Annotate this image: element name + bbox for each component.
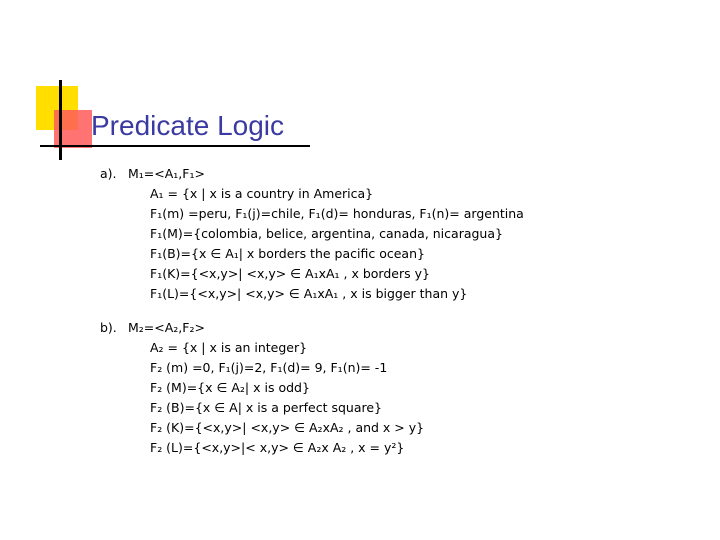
- section-b-line: A₂ = {x | x is an integer}: [150, 340, 308, 355]
- section-b-header-row: [100, 318, 424, 338]
- decoration-vertical-line: [59, 80, 62, 160]
- section-b-line: F₂ (M)={x ∈ A₂| x is odd}: [150, 380, 310, 395]
- section-a-line: F₁(L)={<x,y>| <x,y> ∈ A₁xA₁ , x is bigger than y}: [150, 286, 468, 301]
- slide-title: Predicate Logic: [91, 110, 285, 141]
- decoration-horizontal-line: [40, 145, 310, 147]
- section-a-label: a).: [100, 166, 117, 181]
- section-a: [100, 164, 524, 304]
- section-b-line: F₂ (m) =0, F₁(j)=2, F₁(d)= 9, F₁(n)= -1: [150, 360, 388, 375]
- section-a-line: F₁(M)={colombia, belice, argentina, canada, nicaragua}: [150, 226, 503, 241]
- section-b-header: M₂=<A₂,F₂>: [127, 320, 205, 335]
- section-a-line: F₁(K)={<x,y>| <x,y> ∈ A₁xA₁ , x borders y}: [150, 266, 430, 281]
- section-a-line: F₁(m) =peru, F₁(j)=chile, F₁(d)= honduras, F₁(n)= argentina: [150, 206, 524, 221]
- section-b-line: F₂ (B)={x ∈ A| x is a perfect square}: [150, 400, 383, 415]
- section-b-line: F₂ (K)={<x,y>| <x,y> ∈ A₂xA₂ , and x > y}: [150, 420, 425, 435]
- section-a-header: M₁=<A₁,F₁>: [127, 166, 205, 181]
- section-a-line: F₁(B)={x ∈ A₁| x borders the pacific ocean}: [150, 246, 425, 261]
- section-a-line: A₁ = {x | x is a country in America}: [150, 186, 374, 201]
- section-a-header-row: [100, 164, 524, 184]
- section-b-label: b).: [100, 320, 117, 335]
- section-b: [100, 318, 424, 458]
- section-b-line: F₂ (L)={<x,y>|< x,y> ∈ A₂x A₂ , x = y²}: [150, 440, 405, 455]
